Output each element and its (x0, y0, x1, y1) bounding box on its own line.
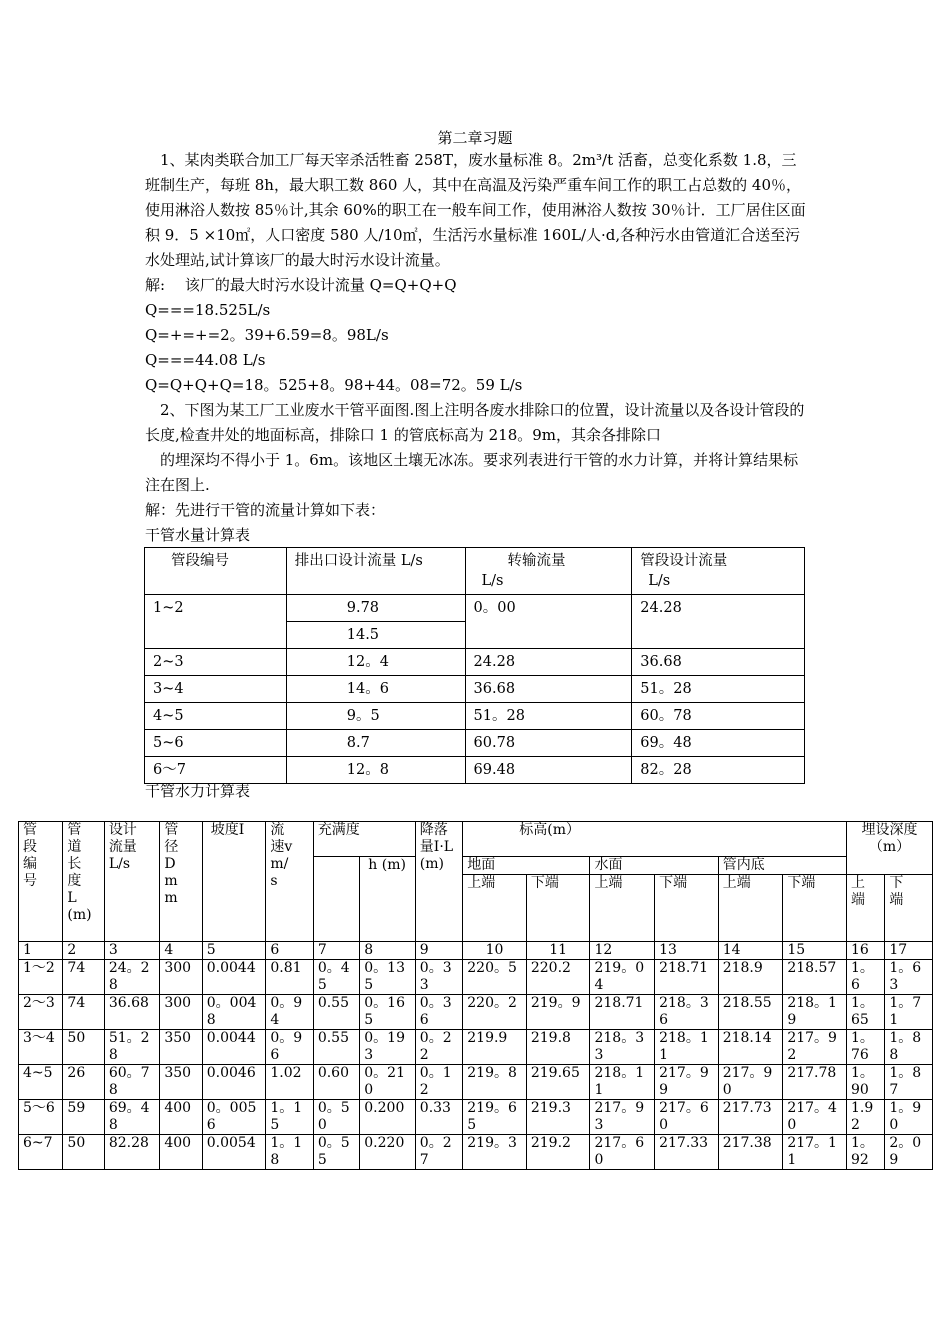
table-cell: 218.71 (590, 995, 655, 1030)
header-fullness-ratio (313, 857, 359, 942)
cell-outlet-flow: 14.5 (286, 622, 465, 649)
table-cell: 50 (63, 1135, 104, 1170)
col-number: 14 (718, 942, 783, 960)
table-cell: 0.60 (313, 1065, 359, 1100)
table-cell: 0。193 (360, 1030, 416, 1065)
table-row (19, 1030, 933, 1065)
cell-transfer-flow: 24.28 (465, 649, 632, 676)
table-cell: 300 (160, 995, 202, 1030)
solution-line-3: Q=+=+=2。39+6.59=8。98L/s (145, 326, 389, 344)
table-cell: 0.200 (360, 1100, 416, 1135)
table-cell: 219.8 (526, 1030, 590, 1065)
table-cell: 218。19 (783, 995, 847, 1030)
table-cell: 217.73 (718, 1100, 783, 1135)
table-cell: 0。45 (313, 960, 359, 995)
table-cell: 218。36 (655, 995, 719, 1030)
hydraulic-table-caption: 干管水力计算表 (145, 782, 251, 800)
table-cell: 3～4 (19, 1030, 63, 1065)
table-cell: 217.78 (783, 1065, 847, 1100)
table-cell: 1.02 (266, 1065, 313, 1100)
col-number: 8 (360, 942, 416, 960)
table-cell: 217。60 (655, 1100, 719, 1135)
header-bottom-up: 上端 (718, 875, 783, 942)
table-cell: 400 (160, 1100, 202, 1135)
col-number: 11 (526, 942, 590, 960)
header-diameter: 管径D mm (160, 822, 202, 942)
cell-outlet-flow: 14。6 (286, 676, 465, 703)
flow-table-caption: 干管水量计算表 (145, 526, 251, 544)
table-cell: 350 (160, 1065, 202, 1100)
table-cell: 0。94 (266, 995, 313, 1030)
col-number: 13 (655, 942, 719, 960)
cell-outlet-flow: 12。4 (286, 649, 465, 676)
header-ground: 地面 (463, 857, 590, 875)
solution-line-5: Q=Q+Q+Q=18。525+8。98+44。08=72。59 L/s (145, 376, 523, 394)
table-cell: 400 (160, 1135, 202, 1170)
header-bottom-down: 下端 (783, 875, 847, 942)
cell-segment: 5~6 (145, 730, 287, 757)
table-cell: 0.0044 (202, 960, 266, 995)
table-cell: 1。15 (266, 1100, 313, 1135)
table-cell: 26 (63, 1065, 104, 1100)
table-cell: 217.33 (655, 1135, 719, 1170)
table-cell: 0.55 (313, 995, 359, 1030)
col-number: 1 (19, 942, 63, 960)
col-number: 15 (783, 942, 847, 960)
cell-segment: 6～7 (145, 757, 287, 784)
table-cell: 4~5 (19, 1065, 63, 1100)
cell-transfer-flow: 36.68 (465, 676, 632, 703)
table-cell: 2。09 (885, 1135, 933, 1170)
table-cell: 1。63 (885, 960, 933, 995)
col-number: 9 (415, 942, 462, 960)
header-transfer-flow: 转输流量 L/s (465, 548, 632, 595)
table-cell: 1。71 (885, 995, 933, 1030)
cell-transfer-flow: 60.78 (465, 730, 632, 757)
table-cell: 69。48 (104, 1100, 160, 1135)
cell-outlet-flow: 9。5 (286, 703, 465, 730)
header-design-flow: 设计流量L/s (104, 822, 160, 942)
cell-segment: 1~2 (145, 595, 287, 649)
header-water-up: 上端 (590, 875, 655, 942)
col-number: 3 (104, 942, 160, 960)
header-design-flow: 管段设计流量 L/s (632, 548, 805, 595)
table-cell: 0.220 (360, 1135, 416, 1170)
table-cell: 1。87 (885, 1065, 933, 1100)
col-number: 10 (463, 942, 527, 960)
col-number: 6 (266, 942, 313, 960)
table-row (145, 676, 805, 703)
table-cell: 220。5 (463, 960, 527, 995)
table-cell: 0。22 (415, 1030, 462, 1065)
table-cell: 51。28 (104, 1030, 160, 1065)
table-cell: 0。135 (360, 960, 416, 995)
table-cell: 0.0046 (202, 1065, 266, 1100)
solution-intro: 解：先进行干管的流量计算如下表： (145, 501, 386, 519)
header-ground-down: 下端 (526, 875, 590, 942)
table-cell: 0.0054 (202, 1135, 266, 1170)
flow-calculation-table (144, 547, 805, 784)
header-fullness-h: h (m) (360, 857, 416, 942)
header-drop: 降落量I·L (m) (415, 822, 462, 942)
table-cell: 217。90 (718, 1065, 783, 1100)
problem-1-text: 1、某肉类联合加工厂每天宰杀活牲畜 258T，废水量标准 8。2m³/t 活畜，总变化系数 1.8，三班制生产，每班 8h，最大职工数 860 人，其中在高温及污染严重车间工作的职工占总数的 40％，使用淋浴人数按 85％计,其余 60%的职工在一般车间工作，使用淋浴人数按 30％计．工厂居住区面积 9．5 ×10㎡，人口密度 580 人/10㎡，生活污水量标准 160L/人·d,各种污水由管道汇合送至污水处理站,试计算该厂的最大时污水设计流量。 (145, 151, 806, 269)
table-cell: 24。28 (104, 960, 160, 995)
problem-2-text: 2、下图为某工厂工业废水干管平面图.图上注明各废水排除口的位置，设计流量以及各设计管段的长度,检查井处的地面标高，排除口 1 的管底标高为 218。9m，其余各排除口 (145, 401, 805, 444)
table-cell: 218。33 (590, 1030, 655, 1065)
table-cell: 219.3 (526, 1100, 590, 1135)
table-cell: 219。8 (463, 1065, 527, 1100)
table-cell: 0。36 (415, 995, 462, 1030)
table-cell: 0。0048 (202, 995, 266, 1030)
table-cell: 82.28 (104, 1135, 160, 1170)
table-cell: 217。11 (783, 1135, 847, 1170)
header-length: 管道长度L(m) (63, 822, 104, 942)
col-number: 17 (885, 942, 933, 960)
col-number: 5 (202, 942, 266, 960)
table-cell: 218.55 (718, 995, 783, 1030)
col-number: 7 (313, 942, 359, 960)
cell-segment: 3~4 (145, 676, 287, 703)
table-cell: 218。11 (655, 1030, 719, 1065)
header-segment: 管段编号 (19, 822, 63, 942)
table-row (145, 649, 805, 676)
table-cell: 1。18 (266, 1135, 313, 1170)
table-cell: 217。99 (655, 1065, 719, 1100)
table-cell: 218.9 (718, 960, 783, 995)
cell-segment: 4~5 (145, 703, 287, 730)
table-number-row (19, 942, 933, 960)
table-cell: 1。90 (885, 1100, 933, 1135)
header-slope: 坡度I (202, 822, 266, 942)
col-number: 2 (63, 942, 104, 960)
solution-line-4: Q===44.08 L/s (145, 351, 266, 369)
table-cell: 220.2 (526, 960, 590, 995)
header-segment: 管段编号 (145, 548, 287, 595)
hydraulic-calculation-table (18, 821, 933, 1170)
table-cell: 300 (160, 960, 202, 995)
table-cell: 74 (63, 995, 104, 1030)
table-cell: 1。92 (847, 1135, 885, 1170)
table-row (19, 960, 933, 995)
table-cell: 0.81 (266, 960, 313, 995)
table-row (145, 703, 805, 730)
table-cell: 0。55 (313, 1135, 359, 1170)
cell-transfer-flow: 69.48 (465, 757, 632, 784)
table-cell: 219.2 (526, 1135, 590, 1170)
header-fullness: 充满度 (313, 822, 415, 857)
table-row (19, 1135, 933, 1170)
table-cell: 217.38 (718, 1135, 783, 1170)
table-cell: 5～6 (19, 1100, 63, 1135)
col-number: 4 (160, 942, 202, 960)
table-cell: 0。12 (415, 1065, 462, 1100)
table-cell: 220。2 (463, 995, 527, 1030)
page-title: 第二章习题 (437, 129, 513, 147)
cell-segment: 2~3 (145, 649, 287, 676)
table-cell: 1.92 (847, 1100, 885, 1135)
table-cell: 219。65 (463, 1100, 527, 1135)
cell-design-flow: 24.28 (632, 595, 805, 649)
table-cell: 350 (160, 1030, 202, 1065)
table-cell: 218。11 (590, 1065, 655, 1100)
table-row (19, 995, 933, 1030)
table-cell: 218.14 (718, 1030, 783, 1065)
table-cell: 74 (63, 960, 104, 995)
table-cell: 59 (63, 1100, 104, 1135)
header-depth: 埋设深度（m） (847, 822, 933, 875)
cell-outlet-flow: 12。8 (286, 757, 465, 784)
table-cell: 0。33 (415, 960, 462, 995)
table-row (145, 595, 805, 622)
cell-design-flow: 51。28 (632, 676, 805, 703)
cell-design-flow: 60。78 (632, 703, 805, 730)
table-cell: 1。88 (885, 1030, 933, 1065)
table-cell: 0.0044 (202, 1030, 266, 1065)
cell-design-flow: 82。28 (632, 757, 805, 784)
table-cell: 1～2 (19, 960, 63, 995)
table-cell: 217。60 (590, 1135, 655, 1170)
header-bottom: 管内底 (718, 857, 846, 875)
header-water-down: 下端 (655, 875, 719, 942)
table-row (19, 1065, 933, 1100)
table-cell: 1。76 (847, 1030, 885, 1065)
table-cell: 217。93 (590, 1100, 655, 1135)
table-row (145, 730, 805, 757)
table-cell: 36.68 (104, 995, 160, 1030)
table-cell: 0。96 (266, 1030, 313, 1065)
table-cell: 1。65 (847, 995, 885, 1030)
table-cell: 50 (63, 1030, 104, 1065)
table-header-row (145, 548, 805, 595)
header-depth-up: 上端 (847, 875, 885, 942)
table-cell: 0。50 (313, 1100, 359, 1135)
table-cell: 219。9 (526, 995, 590, 1030)
table-cell: 219.65 (526, 1065, 590, 1100)
table-cell: 0。27 (415, 1135, 462, 1170)
table-cell: 60。78 (104, 1065, 160, 1100)
cell-transfer-flow: 51。28 (465, 703, 632, 730)
cell-outlet-flow: 8.7 (286, 730, 465, 757)
table-cell: 219.9 (463, 1030, 527, 1065)
solution-line-1: 解: 该厂的最大时污水设计流量 Q=Q+Q+Q (145, 276, 457, 294)
table-cell: 218.57 (783, 960, 847, 995)
table-cell: 2～3 (19, 995, 63, 1030)
table-cell: 0.55 (313, 1030, 359, 1065)
cell-transfer-flow: 0。00 (465, 595, 632, 649)
table-cell: 1。6 (847, 960, 885, 995)
table-cell: 0。0056 (202, 1100, 266, 1135)
table-cell: 6~7 (19, 1135, 63, 1170)
table-cell: 217。92 (783, 1030, 847, 1065)
table-cell: 0。165 (360, 995, 416, 1030)
header-elevation: 标高(m） (463, 822, 847, 857)
table-cell: 0.33 (415, 1100, 462, 1135)
col-number: 12 (590, 942, 655, 960)
cell-design-flow: 69。48 (632, 730, 805, 757)
header-ground-up: 上端 (463, 875, 527, 942)
table-row (19, 1100, 933, 1135)
table-cell: 217。40 (783, 1100, 847, 1135)
header-outlet-flow: 排出口设计流量 L/s (286, 548, 465, 595)
solution-line-2: Q===18.525L/s (145, 301, 271, 319)
cell-outlet-flow: 9.78 (286, 595, 465, 622)
table-cell: 219。3 (463, 1135, 527, 1170)
table-header-row (19, 822, 933, 857)
cell-design-flow: 36.68 (632, 649, 805, 676)
problem-2-text-continued: 的埋深均不得小于 1。6m。该地区土壤无冰冻。要求列表进行干管的水力计算，并将计算结果标注在图上. (145, 451, 799, 494)
table-cell: 0。210 (360, 1065, 416, 1100)
header-velocity: 流速v m/s (266, 822, 313, 942)
table-cell: 219。04 (590, 960, 655, 995)
col-number: 16 (847, 942, 885, 960)
table-cell: 1。90 (847, 1065, 885, 1100)
header-depth-down: 下端 (885, 875, 933, 942)
header-water: 水面 (590, 857, 718, 875)
table-cell: 218.71 (655, 960, 719, 995)
